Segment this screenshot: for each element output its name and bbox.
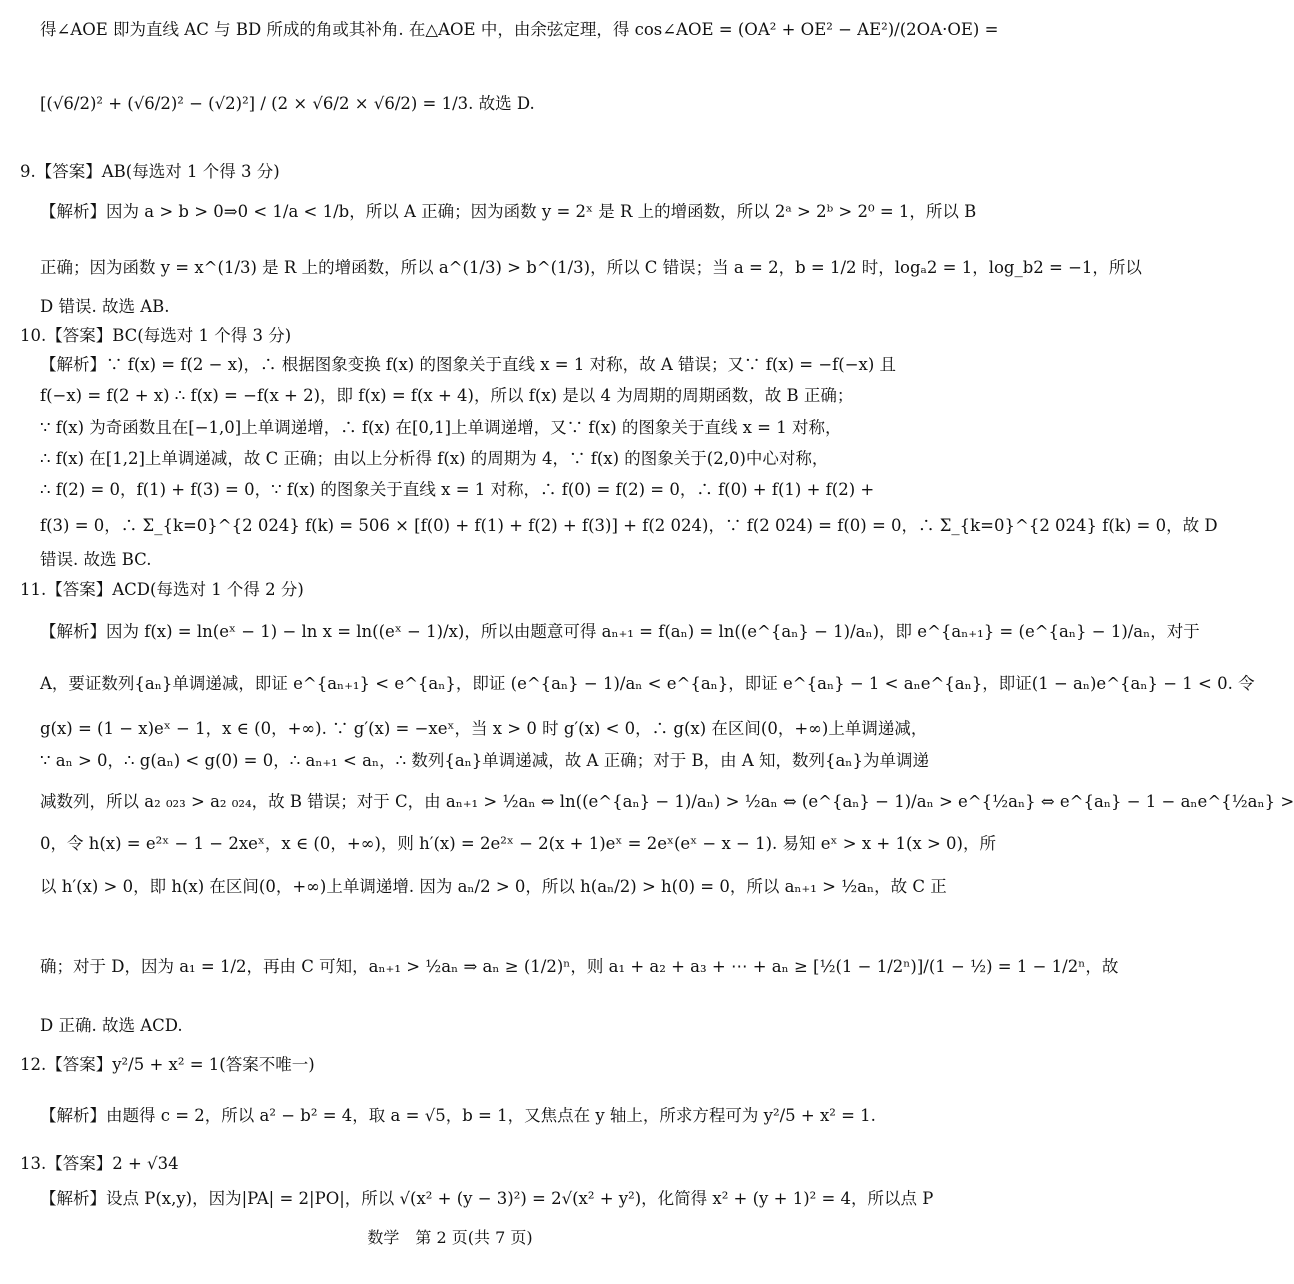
- answer-heading-13: 13.【答案】2 + √34: [20, 1154, 179, 1173]
- text-line: f(−x) = f(2 + x) ∴ f(x) = −f(x + 2)，即 f(x) = f(x + 4)，所以 f(x) 是以 4 为周期的周期函数，故 B 正确；: [40, 386, 854, 405]
- answer-heading-12: 12.【答案】y²/5 + x² = 1(答案不唯一): [20, 1055, 315, 1074]
- text-line: 【解析】因为 f(x) = ln(eˣ − 1) − ln x = ln((eˣ − 1)/x)，所以由题意可得 aₙ₊₁ = f(aₙ) = ln((e^{aₙ} − 1)/aₙ)，即 e^{aₙ₊₁} = (e^{aₙ} − 1)/aₙ，对于: [40, 622, 1200, 641]
- text-line: 正确；因为函数 y = x^(1/3) 是 R 上的增函数，所以 a^(1/3) > b^(1/3)，所以 C 错误；当 a = 2，b = 1/2 时，logₐ2 = 1，log_b2 = −1，所以: [40, 258, 1142, 277]
- text-line: D 错误. 故选 AB.: [40, 297, 170, 316]
- text-line: 确；对于 D，因为 a₁ = 1/2，再由 C 可知，aₙ₊₁ > ½aₙ ⇒ aₙ ≥ (1/2)ⁿ，则 a₁ + a₂ + a₃ + ⋯ + aₙ ≥ [½(1 − 1/2ⁿ)]/(1 − ½) = 1 − 1/2ⁿ，故: [40, 957, 1119, 976]
- text-line: 错误. 故选 BC.: [40, 550, 152, 569]
- text-line: 【解析】因为 a > b > 0⇒0 < 1/a < 1/b，所以 A 正确；因为函数 y = 2ˣ 是 R 上的增函数，所以 2ᵃ > 2ᵇ > 2⁰ = 1，所以 B: [40, 202, 977, 221]
- text-line: f(3) = 0，∴ Σ_{k=0}^{2 024} f(k) = 506 × [f(0) + f(1) + f(2) + f(3)] + f(2 024)，∵ f(2 024) = f(0) = 0，∴ Σ_{k=0}^{2 024} f(k) = 0，故 D: [40, 516, 1218, 535]
- text-line: ∴ f(x) 在[1,2]上单调递减，故 C 正确；由以上分析得 f(x) 的周期为 4，∵ f(x) 的图象关于(2,0)中心对称，: [40, 449, 829, 468]
- text-line: ∵ f(x) 为奇函数且在[−1,0]上单调递增，∴ f(x) 在[0,1]上单调递增，又∵ f(x) 的图象关于直线 x = 1 对称，: [40, 418, 842, 437]
- text-line: A，要证数列{aₙ}单调递减，即证 e^{aₙ₊₁} < e^{aₙ}，即证 (e^{aₙ} − 1)/aₙ < e^{aₙ}，即证 e^{aₙ} − 1 < aₙe^{aₙ}，即证(1 − aₙ)e^{aₙ} − 1 < 0. 令: [40, 674, 1255, 693]
- answer-heading-11: 11.【答案】ACD(每选对 1 个得 2 分): [20, 580, 304, 599]
- answer-heading-9: 9.【答案】AB(每选对 1 个得 3 分): [20, 162, 280, 181]
- text-line: g(x) = (1 − x)eˣ − 1，x ∈ (0，+∞). ∵ g′(x) = −xeˣ，当 x > 0 时 g′(x) < 0，∴ g(x) 在区间(0，+∞)上单调递减，: [40, 719, 928, 738]
- text-line: 【解析】∵ f(x) = f(2 − x)，∴ 根据图象变换 f(x) 的图象关于直线 x = 1 对称，故 A 错误；又∵ f(x) = −f(−x) 且: [40, 355, 897, 374]
- text-line: 0，令 h(x) = e²ˣ − 1 − 2xeˣ，x ∈ (0，+∞)，则 h′(x) = 2e²ˣ − 2(x + 1)eˣ = 2eˣ(eˣ − x − 1). 易知 eˣ > x + 1(x > 0)，所: [40, 834, 996, 853]
- text-line: ∵ aₙ > 0，∴ g(aₙ) < g(0) = 0，∴ aₙ₊₁ < aₙ，∴ 数列{aₙ}单调递减，故 A 正确；对于 B，由 A 知，数列{aₙ}为单调递: [40, 751, 929, 770]
- text-line: 减数列，所以 a₂ ₀₂₃ > a₂ ₀₂₄，故 B 错误；对于 C，由 aₙ₊₁ > ½aₙ ⇔ ln((e^{aₙ} − 1)/aₙ) > ½aₙ ⇔ (e^{aₙ} − 1)/aₙ > e^{½aₙ} ⇔ e^{aₙ} − 1 − aₙe^{½aₙ} >: [40, 792, 1294, 811]
- text-line: 【解析】设点 P(x,y)，因为|PA| = 2|PO|，所以 √(x² + (y − 3)²) = 2√(x² + y²)，化简得 x² + (y + 1)² = 4，所以点 P: [40, 1189, 934, 1208]
- text-line: 以 h′(x) > 0，即 h(x) 在区间(0，+∞)上单调递增. 因为 aₙ/2 > 0，所以 h(aₙ/2) > h(0) = 0，所以 aₙ₊₁ > ½aₙ，故 C 正: [40, 877, 947, 896]
- text-line: 得∠AOE 即为直线 AC 与 BD 所成的角或其补角. 在△AOE 中，由余弦定理，得 cos∠AOE = (OA² + OE² − AE²)/(2OA·OE) =: [40, 20, 999, 39]
- text-line: D 正确. 故选 ACD.: [40, 1016, 183, 1035]
- text-line: 【解析】由题得 c = 2，所以 a² − b² = 4，取 a = √5，b = 1，又焦点在 y 轴上，所求方程可为 y²/5 + x² = 1.: [40, 1106, 876, 1125]
- page-footer: 数学 第 2 页(共 7 页): [367, 1228, 533, 1247]
- text-line: ∴ f(2) = 0，f(1) + f(3) = 0，∵ f(x) 的图象关于直线 x = 1 对称，∴ f(0) = f(2) = 0，∴ f(0) + f(1) + f(2) +: [40, 480, 875, 499]
- text-line: [(√6/2)² + (√6/2)² − (√2)²] / (2 × √6/2 × √6/2) = 1/3. 故选 D.: [40, 94, 535, 113]
- answer-heading-10: 10.【答案】BC(每选对 1 个得 3 分): [20, 326, 292, 345]
